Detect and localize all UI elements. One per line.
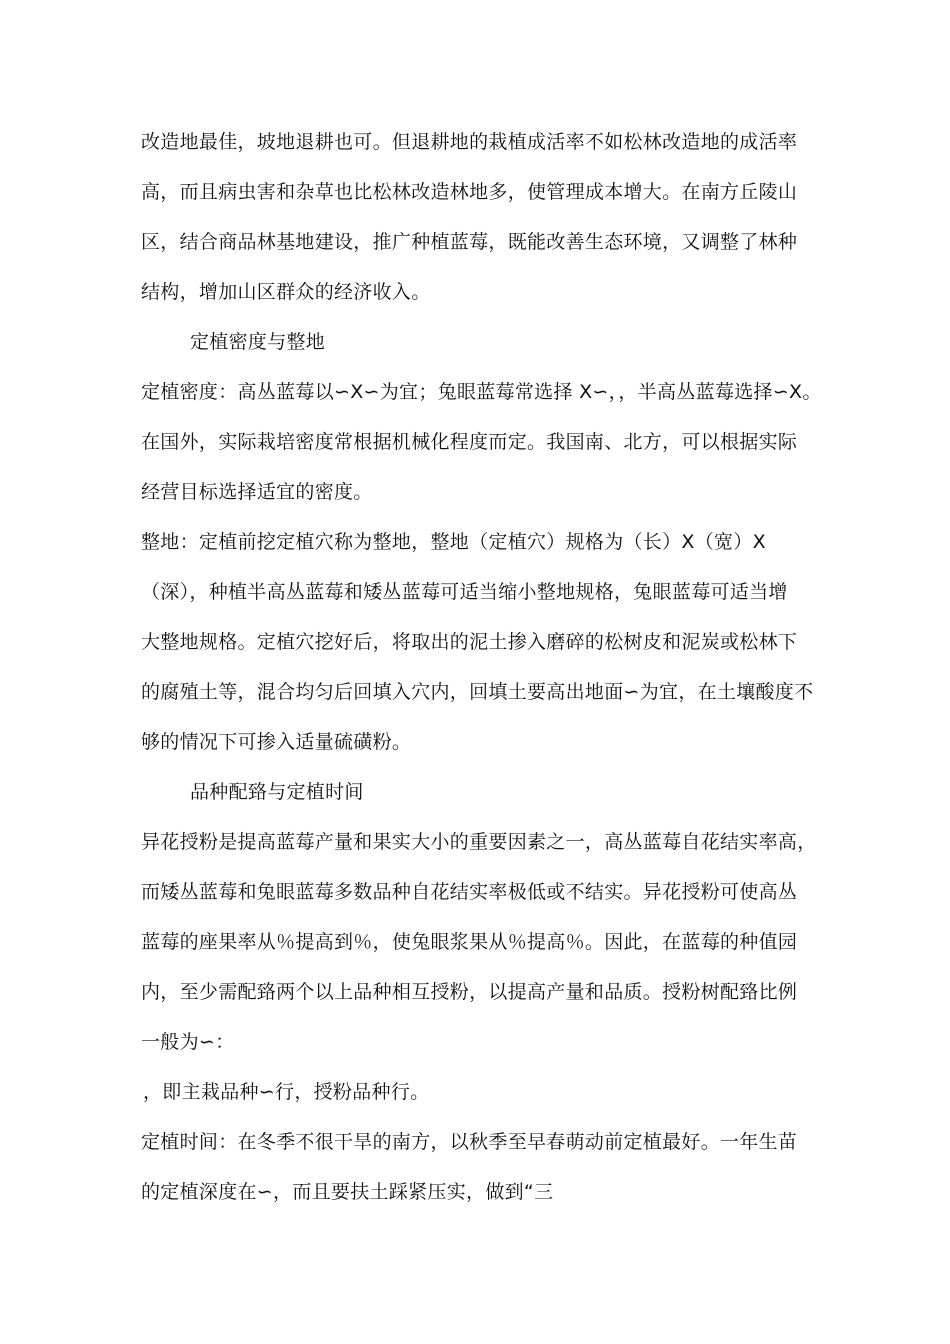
paragraph-line: 结构，增加山区群众的经济收入。	[141, 281, 431, 303]
paragraph-line: 内，至少需配臵两个以上品种相互授粉，以提高产量和品质。授粉树配臵比例	[141, 981, 798, 1003]
paragraph-line: 蓝莓的座果率从％提高到％，使兔眼浆果从％提高％。因此，在蓝莓的种值园	[141, 931, 798, 953]
paragraph-line: 经营目标选择适宜的密度。	[141, 481, 373, 503]
paragraph-line: 改造地最佳，坡地退耕也可。但退耕地的栽植成活率不如松林改造地的成活率	[141, 131, 798, 153]
paragraph-line: 整地：定植前挖定植穴称为整地，整地（定植穴）规格为（长）X（宽）X	[141, 531, 766, 553]
paragraph-line: 大整地规格。定植穴挖好后，将取出的泥土掺入磨碎的松树皮和泥炭或松林下	[141, 631, 798, 653]
paragraph-line: 的定植深度在∽，而且要扶土踩紧压实，做到“三	[141, 1181, 554, 1203]
paragraph-line: 在国外，实际栽培密度常根据机械化程度而定。我国南、北方，可以根据实际	[141, 431, 798, 453]
paragraph-line: 定植时间：在冬季不很干旱的南方，以秋季至早春萌动前定植最好。一年生苗	[141, 1131, 798, 1153]
paragraph-line: 区，结合商品林基地建设，推广种植蓝莓，既能改善生态环境，又调整了林种	[141, 231, 798, 253]
section-heading-varieties: 品种配臵与定植时间	[190, 781, 364, 803]
paragraph-line: 而矮丛蓝莓和兔眼蓝莓多数品种自花结实率极低或不结实。异花授粉可使高丛	[141, 881, 798, 903]
section-heading-density: 定植密度与整地	[190, 331, 326, 353]
paragraph-line: ，即主栽品种∽行，授粉品种行。	[143, 1081, 430, 1103]
paragraph-line: （深），种植半高丛蓝莓和矮丛蓝莓可适当缩小整地规格，兔眼蓝莓可适当增	[141, 581, 788, 603]
paragraph-line: 够的情况下可掺入适量硫磺粉。	[141, 731, 412, 753]
paragraph-line: 一般为∽：	[141, 1031, 235, 1053]
paragraph-line: 的腐殖土等，混合均匀后回填入穴内，回填土要高出地面∽为宜，在土壤酸度不	[141, 681, 814, 703]
paragraph-line: 异花授粉是提高蓝莓产量和果实大小的重要因素之一，高丛蓝莓自花结实率高，	[141, 831, 817, 853]
paragraph-line: 定植密度：高丛蓝莓以∽X∽为宜；兔眼蓝莓常选择 X∽，，半高丛蓝莓选择∽X。	[141, 381, 822, 403]
paragraph-line: 高，而且病虫害和杂草也比松林改造林地多，使管理成本增大。在南方丘陵山	[141, 181, 798, 203]
